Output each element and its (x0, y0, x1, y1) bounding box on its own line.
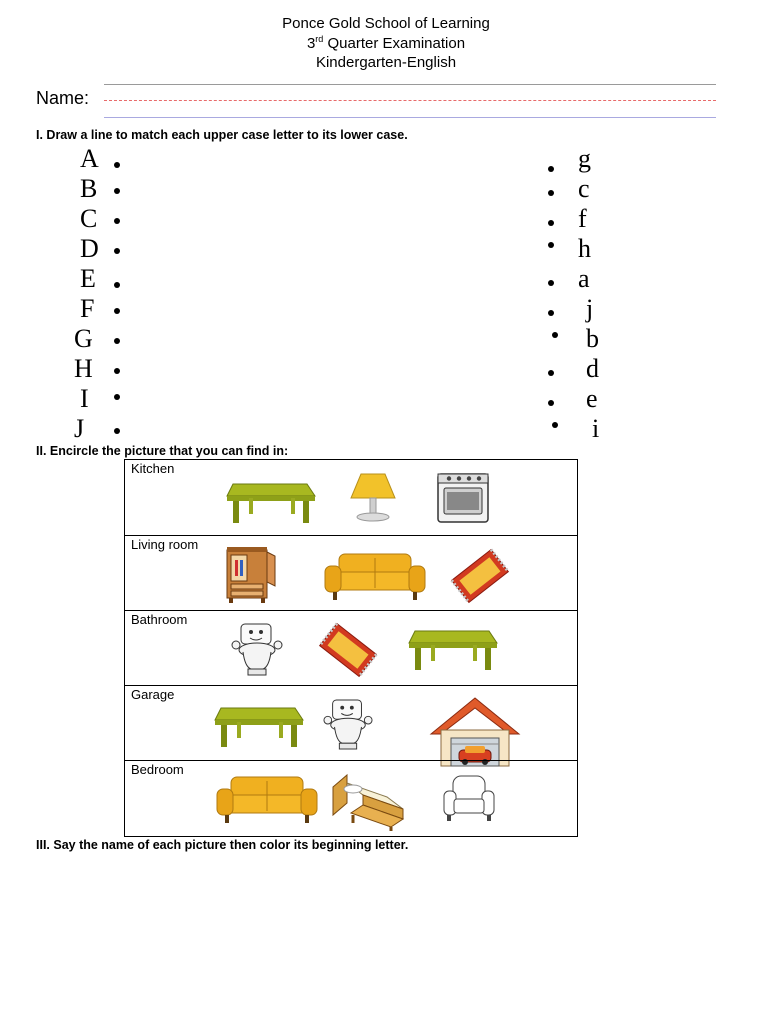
name-writing-lines[interactable] (104, 84, 716, 120)
lowercase-letter: j (586, 294, 594, 323)
sofa-picture[interactable] (215, 773, 319, 827)
lowercase-letter: f (578, 204, 587, 233)
armchair-picture[interactable] (441, 773, 497, 825)
match-dot-right[interactable] (548, 166, 554, 172)
exam-header (0, 14, 768, 73)
uppercase-letter: G (74, 324, 93, 353)
table-row (125, 460, 577, 535)
uppercase-letter: H (74, 354, 93, 383)
lowercase-letter: e (586, 384, 598, 413)
toilet-picture[interactable] (323, 696, 373, 752)
match-dot-right[interactable] (552, 332, 558, 338)
uppercase-letter: F (80, 294, 95, 323)
match-dot-right[interactable] (552, 422, 558, 428)
lowercase-letter: d (586, 354, 599, 383)
name-label: Name: (36, 88, 90, 108)
part1-title: I. Draw a line to match each upper case letter to its lower case. (36, 128, 408, 142)
match-dot-left[interactable] (114, 428, 120, 434)
part3-title: III. Say the name of each picture then color its beginning letter. (36, 838, 409, 852)
match-dot-left[interactable] (114, 338, 120, 344)
table-row (125, 610, 577, 685)
rug-picture[interactable] (315, 621, 381, 679)
table-row (125, 535, 577, 610)
lowercase-letter: h (578, 234, 591, 263)
match-dot-right[interactable] (548, 220, 554, 226)
match-dot-left[interactable] (114, 162, 120, 168)
match-dot-left[interactable] (114, 218, 120, 224)
row-label: Kitchen (131, 461, 175, 476)
lowercase-letter: g (578, 144, 591, 173)
match-dot-right[interactable] (548, 242, 554, 248)
bed-picture[interactable] (327, 769, 409, 831)
match-dot-left[interactable] (114, 188, 120, 194)
match-dot-left[interactable] (114, 308, 120, 314)
rug-picture[interactable] (447, 548, 513, 604)
table-row (125, 760, 577, 836)
row-label: Living room (131, 537, 199, 552)
toilet-picture[interactable] (231, 621, 283, 677)
table-row (125, 685, 577, 760)
match-dot-right[interactable] (548, 190, 554, 196)
uppercase-letter: I (80, 384, 89, 413)
match-dot-right[interactable] (548, 400, 554, 406)
lowercase-letter: b (586, 324, 599, 353)
row-label: Bedroom (131, 762, 184, 777)
uppercase-letter: E (80, 264, 96, 293)
uppercase-letter: D (80, 234, 99, 263)
exam-subject: Kindergarten-English (315, 54, 457, 71)
uppercase-letter: C (80, 204, 98, 233)
row-label: Bathroom (131, 612, 188, 627)
picture-table (124, 459, 578, 837)
uppercase-letter: B (80, 174, 98, 203)
sofa-picture[interactable] (323, 550, 427, 604)
exam-quarter: 3rd Quarter Examination (306, 33, 466, 52)
lowercase-letter: i (592, 414, 600, 443)
school-name: Ponce Gold School of Learning (282, 15, 490, 32)
table-picture[interactable] (225, 476, 317, 524)
match-dot-left[interactable] (114, 282, 120, 288)
match-dot-right[interactable] (548, 310, 554, 316)
table-picture[interactable] (407, 623, 499, 671)
uppercase-letter: A (80, 144, 99, 173)
part2-title: II. Encircle the picture that you can find in: (36, 444, 289, 458)
table-picture[interactable] (213, 700, 305, 748)
row-label: Garage (131, 687, 175, 702)
match-dot-right[interactable] (548, 280, 554, 286)
match-dot-left[interactable] (114, 248, 120, 254)
lowercase-letter: a (578, 264, 590, 293)
lamp-picture[interactable] (347, 472, 399, 522)
uppercase-letter: J (74, 414, 85, 443)
cabinet-picture[interactable] (223, 546, 277, 604)
garage-picture[interactable] (429, 696, 521, 768)
lowercase-letter: c (578, 174, 590, 203)
oven-picture[interactable] (435, 472, 491, 524)
match-dot-left[interactable] (114, 368, 120, 374)
match-dot-left[interactable] (114, 394, 120, 400)
match-dot-right[interactable] (548, 370, 554, 376)
